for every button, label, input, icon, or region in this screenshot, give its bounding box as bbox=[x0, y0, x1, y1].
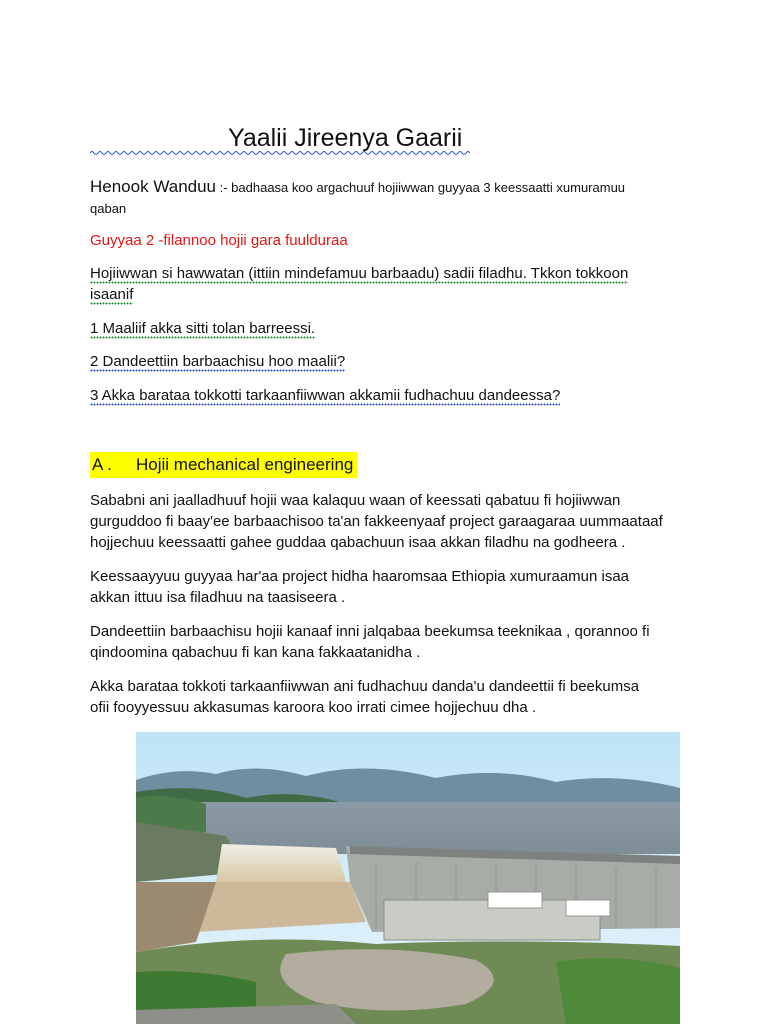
paragraph-1: Sababni ani jaalladhuuf hojii waa kalaquu waan of keessati qabatuu fi hojiiwwan gurguddoo fi baay'ee barbaachisoo ta'an fakkeenyaaf project garaagaraa uummaataaf hojjechuu keessaatti gahee guddaa qabachuun isaa akkan filadhu na godheera . bbox=[90, 492, 663, 551]
instruction-paragraph bbox=[90, 263, 680, 305]
question-1: 1 Maaliif akka sitti tolan barreessi. bbox=[90, 320, 316, 337]
red-line: Guyyaa 2 -filannoo hojii gara fuulduraa bbox=[90, 232, 348, 249]
section-title: Hojii mechanical engineering bbox=[136, 455, 354, 474]
instruction-line-1: Hojiiwwan si hawwatan (ittiin mindefamuu barbaadu) sadii filadhu. Tkkon tokkoon bbox=[90, 265, 629, 282]
question-3: 3 Akka barataa tokkotti tarkaanfiiwwan akkamii fudhachuu dandeessa? bbox=[90, 387, 561, 404]
spellcheck-underline bbox=[90, 150, 470, 156]
author-text-cont: qaban bbox=[90, 201, 127, 216]
section-letter: A . bbox=[92, 455, 112, 474]
dam-photo bbox=[136, 732, 680, 1024]
question-2: 2 Dandeettiin barbaachisu hoo maalii? bbox=[90, 353, 346, 370]
paragraph-3: Dandeettiin barbaachisu hojii kanaaf inni jalqabaa beekumsa teeknikaa , qorannoo fi qindoomina qabachuu fi kan kana fakkaatanidha . bbox=[90, 623, 650, 661]
author-text: :- badhaasa koo argachuuf hojiiwwan guyyaa 3 keessaatti xumuramuu bbox=[216, 180, 626, 195]
author-paragraph bbox=[90, 176, 680, 219]
paragraph-2: Keessaayyuu guyyaa har'aa project hidha haaromsaa Ethiopia xumuraamun isaa akkan ittuu isa filadhuu na taasiseera . bbox=[90, 568, 630, 606]
document-title: Yaalii Jireenya Gaarii bbox=[228, 124, 463, 152]
author-name: Henook Wanduu bbox=[90, 177, 217, 196]
dam-illustration bbox=[136, 732, 680, 1024]
section-heading bbox=[90, 452, 357, 478]
paragraph-4: Akka barataa tokkoti tarkaanfiiwwan ani fudhachuu danda'u dandeettii fi beekumsa ofii fooyyessuu akkasumas karoora koo irrati cimee hojjechuu dha . bbox=[90, 678, 640, 716]
instruction-line-2: isaanif bbox=[90, 286, 134, 303]
